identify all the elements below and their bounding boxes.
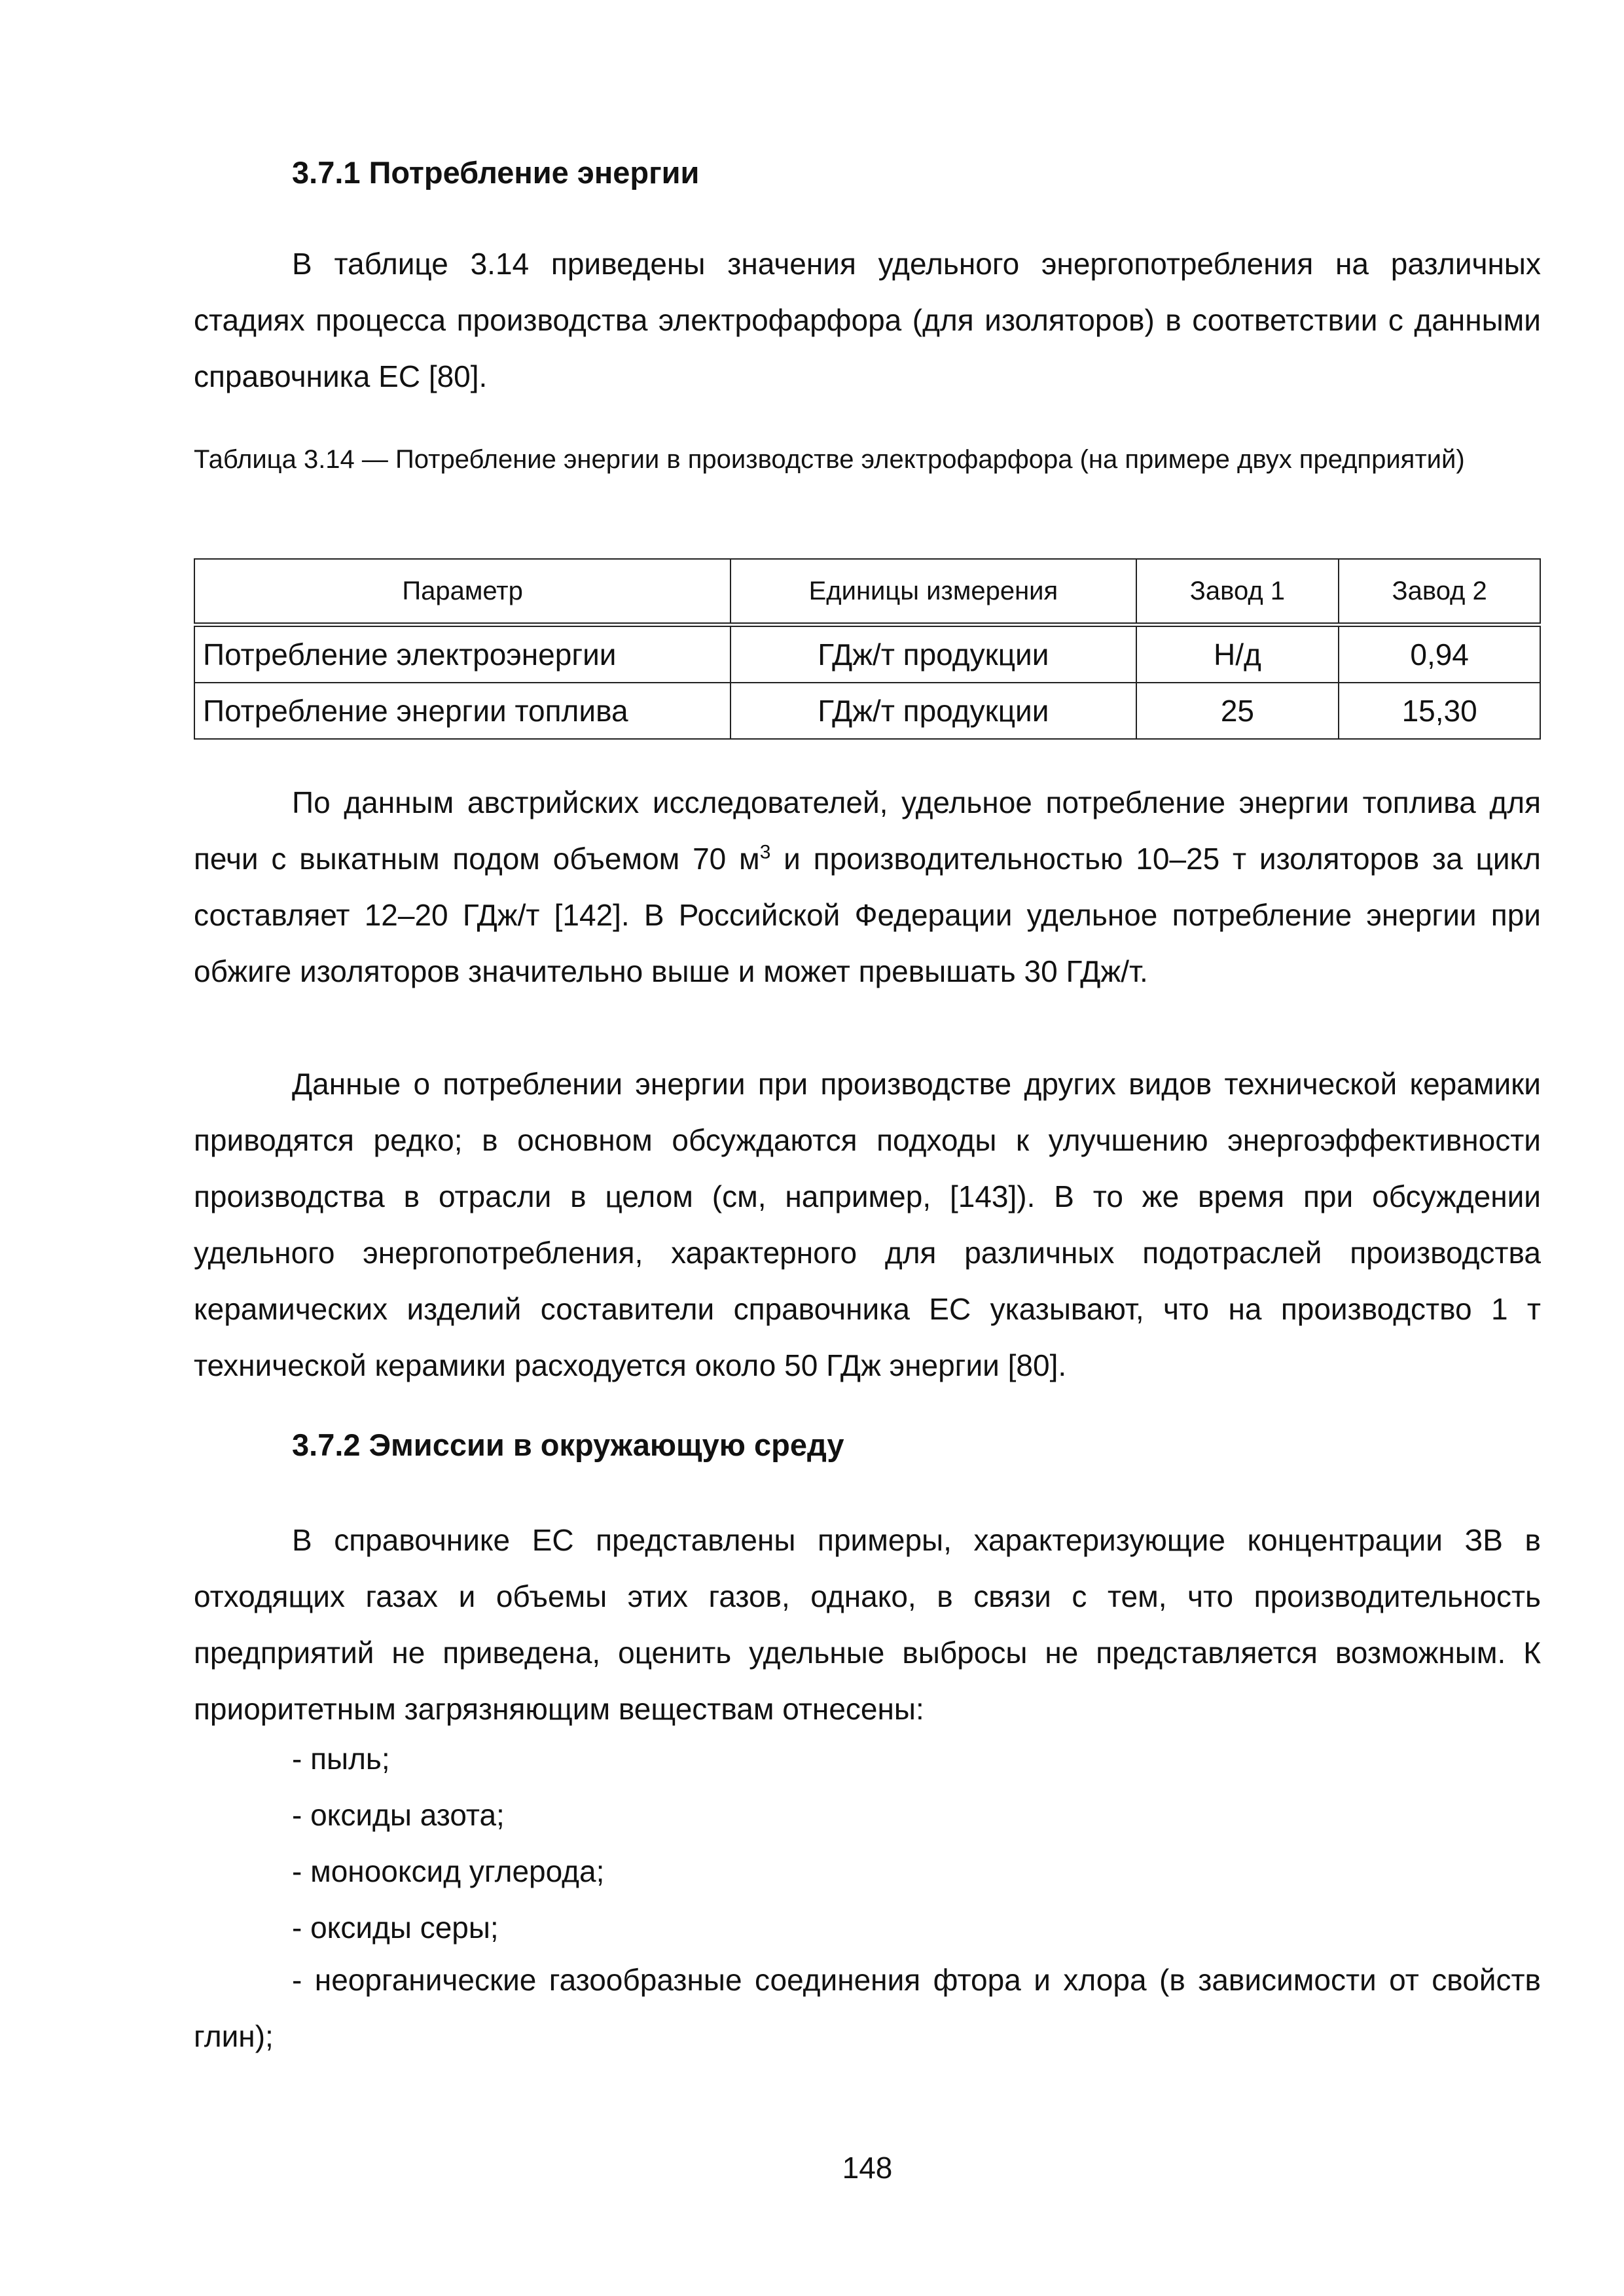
table-cell: Потребление электроэнергии [194,625,731,683]
paragraph-austrian-data [194,774,1541,999]
table-caption: Таблица 3.14 — Потребление энергии в производстве электрофарфора (на примере двух предприятий) [194,445,1465,474]
table-cell: 25 [1136,683,1339,739]
paragraph-energy-intro: В таблице 3.14 приведены значения удельного энергопотребления на различных стадиях процесса производства электрофарфора (для изоляторов) в соответствии с данными справочника ЕС [80]. [194,247,1541,393]
table-cell: ГДж/т продукции [731,683,1136,739]
paragraph-emissions-intro: В справочнике ЕС представлены примеры, характеризующие концентрации ЗВ в отходящих газах и объемы этих газов, однако, в связи с тем, что производительность предприятий не приведена, оценить удельные выбросы не представляется возможным. К приоритетным загрязняющим веществам отнесены: [194,1523,1541,1726]
list-item: - монооксид углерода; [292,1854,605,1888]
section-heading-emissions: 3.7.2 Эмиссии в окружающую среду [292,1427,844,1462]
list-item: - оксиды азота; [292,1798,505,1832]
table-cell: ГДж/т продукции [731,625,1136,683]
table-cell: 15,30 [1339,683,1540,739]
table-row [194,683,1540,739]
list-item: - оксиды серы; [292,1910,499,1945]
table-cell: Н/д [1136,625,1339,683]
list-item: - пыль; [292,1742,390,1776]
table-header-cell: Параметр [194,559,731,625]
table-header-cell: Единицы измерения [731,559,1136,625]
page-number: 148 [842,2151,893,2185]
table-cell: Потребление энергии топлива [194,683,731,739]
paragraph-text-part: По данным австрийских исследователей, удельное потребление энергии топлива для печи с выкатным подом объемом 70 м [194,785,1541,876]
list-item: - неорганические газообразные соединения фтора и хлора (в зависимости от свойств глин); [194,1963,1541,2053]
energy-table [194,558,1541,740]
paragraph-technical-ceramics: Данные о потреблении энергии при производстве других видов технической керамики приводятся редко; в основном обсуждаются подходы к улучшению энергоэффективности производства в отрасли в целом (см, например, [143]). В то же время при обсуждении удельного энергопотребления, характерного для различных подотраслей производства керамических изделий составители справочника ЕС указывают, что на производство 1 т технической керамики расходуется около 50 ГДж энергии [80]. [194,1067,1541,1382]
table-header-row [194,559,1540,625]
table-row [194,625,1540,683]
superscript-cubic: 3 [759,841,771,863]
table-header-cell: Завод 2 [1339,559,1540,625]
table-header-cell: Завод 1 [1136,559,1339,625]
section-heading-energy: 3.7.1 Потребление энергии [292,155,700,190]
paragraph-text-part: и производительностью 10–25 т изоляторов за цикл составляет 12–20 ГДж/т [142]. В Российской Федерации удельное потребление энергии при обжиге изоляторов значительно выше и может превышать 30 ГДж/т. [194,842,1541,988]
table-cell: 0,94 [1339,625,1540,683]
